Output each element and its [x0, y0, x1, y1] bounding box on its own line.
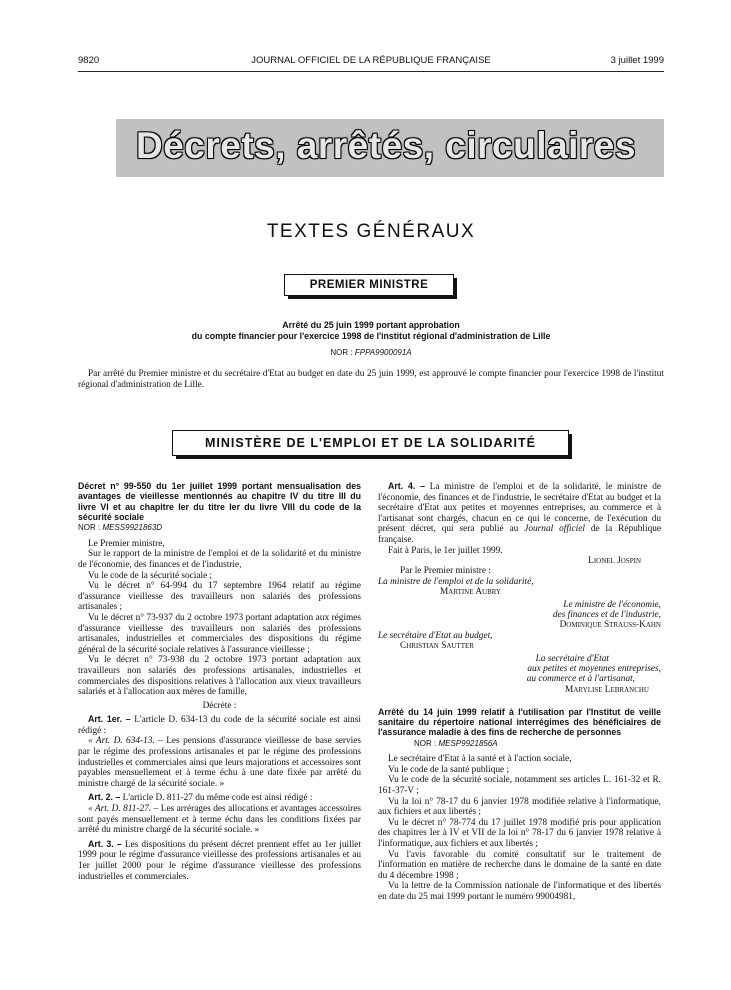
- art3-text: Les dispositions du présent décret prennent effet au 1er juillet 1999 pour le régime d'assurance vieillesse des professions artisanales et au 1er juillet 2000 pour le régime d'assurance vieillesse des professions industrielles et commerciales.: [78, 839, 361, 882]
- decret-p4: Vu le décret n° 64-994 du 17 septembre 1964 relatif au régime d'assurance vieillesse des travailleurs non salariés des professions artisanales ;: [78, 581, 361, 613]
- art2: [78, 792, 361, 804]
- art1-label: Art. 1er. –: [88, 714, 131, 725]
- arrete2-p1: Le secrétaire d'Etat à la santé et à l'action sociale,: [388, 754, 572, 765]
- fait-a-paris: Fait à Paris, le 1er juillet 1999.: [388, 545, 503, 556]
- right-column: [378, 481, 661, 903]
- art2-quote-label: « Art. D. 811-27.: [88, 804, 152, 815]
- min-emploi-title: La ministre de l'emploi et de la solidarité,: [378, 576, 534, 587]
- min-emploi-name: Martine Aubry: [440, 586, 502, 597]
- art2-text: L'article D. 811-27 du même code est ainsi rédigé :: [122, 793, 313, 804]
- ministry-heading-premier-ministre: PREMIER MINISTRE: [284, 274, 454, 296]
- art3: [78, 839, 361, 882]
- par-premier-ministre: Par le Premier ministre :: [400, 566, 491, 577]
- sig-premier-ministre: Lionel Jospin: [588, 556, 641, 567]
- art4-label: Art. 4. –: [388, 481, 426, 491]
- art4-text-b: de la République française.: [378, 524, 662, 545]
- decrete: Décrète :: [202, 700, 237, 711]
- art1-text: L'article D. 634-13 du code de la sécurité sociale est ainsi rédigé :: [78, 715, 361, 736]
- arrete2-nor: [378, 739, 661, 750]
- ministry-heading-emploi: MINISTÈRE DE L'EMPLOI ET DE LA SOLIDARITÉ: [172, 430, 569, 456]
- decret-p2: Sur le rapport de la ministre de l'emploi et de la solidarité et du ministre de l'économie, des finances et de l'industrie,: [78, 549, 361, 570]
- min-eco-name: Dominique Strauss-Kahn: [559, 620, 661, 631]
- nor-code: MESP9921856A: [438, 738, 498, 748]
- budget-title: Le secrétaire d'Etat au budget,: [378, 630, 493, 641]
- section-title: TEXTES GÉNÉRAUX: [266, 221, 476, 242]
- decret-p6: Vu le décret n° 73-938 du 2 octobre 1973 portant adaptation aux travailleurs non salariés des professions artisanales, industrielles et commerciales des dispositions relatives à l'allocation aux vieux travailleurs salariés et à l'allocation aux mères de famille,: [78, 655, 361, 698]
- decret-title: Décret n° 99-550 du 1er juillet 1999 portant mensualisation des avantages de vieillesse mentionnés au chapitre IV du titre III du livre VI et au chapitre Ier du titre Ier du livre VIII du code de la sécurité sociale: [78, 481, 361, 522]
- nor-code: FPPA9900091A: [354, 348, 412, 357]
- art2-label: Art. 2. –: [88, 792, 121, 803]
- arrete2-p5: Vu le décret n° 78-774 du 17 juillet 1978 modifié pris pour application des chapitres Ier à IV et VII de la loi n° 78-17 du 6 janvier 1978 relative à l'informatique, aux fichiers et aux libertés ;: [378, 817, 661, 850]
- issue-date: 3 juillet 1999: [610, 55, 664, 66]
- art1: [78, 714, 361, 736]
- arrete2-p6: Vu l'avis favorable du comité consultatif sur le traitement de l'information en matière de recherche dans le domaine de la santé en date du 4 décembre 1998 ;: [378, 849, 661, 881]
- art1-quote-label: « Art. D. 634-13.: [88, 736, 155, 747]
- min-eco-title1: Le ministre de l'économie,: [563, 599, 661, 610]
- arrete2-p7: Vu la lettre de la Commission nationale de l'informatique et des libertés en date du 25 mai 1999 portant le numéro 99004981,: [378, 881, 661, 902]
- arrete1-text: Par arrêté du Premier ministre et du secrétaire d'Etat au budget en date du 25 juin 1999, est approuvé le compte financier pour l'exercice 1998 de l'institut régional d'administration de Lille.: [78, 369, 664, 390]
- decret-p5: Vu le décret n° 73-937 du 2 octobre 1973 portant adaptation aux régimes d'assurance vieillesse des travailleurs non salariés des professions artisanales, industrielles et commerciales des dispositions du régime général de la sécurité sociale relatives à l'assurance vieillesse ;: [78, 612, 361, 655]
- art2-quote-text: – Les arrérages des allocations et avantages accessoires sont payés mensuellement et à terme échu dans les conditions fixées par arrêté du ministre chargé de la sécurité sociale. »: [78, 804, 361, 836]
- art3-label: Art. 3. –: [88, 838, 122, 849]
- art1-quote-text: – Les pensions d'assurance vieillesse de base servies par le régime des professions artisanales et par le régime des professions industrielles et commerciales ainsi que leurs majorations et accessoires sont payables mensuellement et à terme échu à une date fixée par arrêté du ministre chargé de la sécurité sociale. »: [78, 736, 362, 789]
- pme-name: Marylise Lebranchu: [565, 684, 649, 695]
- arrete1-nor: [78, 348, 664, 357]
- art1-quote: [78, 736, 361, 789]
- pme-title1: La secrétaire d'Etat: [535, 653, 609, 664]
- art4: [378, 481, 661, 546]
- nor-label: NOR :: [414, 738, 437, 748]
- arrete2-p4: Vu la loi n° 78-17 du 6 janvier 1978 modifiée relative à l'informatique, aux fichiers et aux libertés ;: [378, 796, 661, 818]
- running-header: [78, 55, 664, 69]
- arrete2-p2: Vu le code de la santé publique ;: [388, 764, 510, 775]
- section-banner: [116, 119, 664, 177]
- left-column: [78, 481, 361, 882]
- decret-p3: Vu le code de la sécurité sociale ;: [88, 570, 213, 581]
- banner-title: Décrets, arrêtés, circulaires: [136, 125, 636, 166]
- decret-p1: Le Premier ministre,: [88, 538, 165, 549]
- nor-label: NOR :: [330, 348, 353, 357]
- budget-name: Christian Sautter: [400, 640, 474, 651]
- arrete1-title-line2: du compte financier pour l'exercice 1998 de l'institut régional d'administration de Lille: [191, 331, 551, 341]
- arrete2-p3: Vu le code de la sécurité sociale, notamment ses articles L. 161-32 et R. 161-37-V ;: [378, 775, 661, 797]
- nor-code: MESS9921863D: [102, 523, 163, 533]
- art4-journal: Journal officiel: [524, 524, 585, 535]
- min-eco-title2: des finances et de l'industrie,: [552, 610, 661, 621]
- art4-text-a: La ministre de l'emploi et de la solidarité, le ministre de l'économie, des finances et de l'industrie, le secrétaire d'Etat au budget et la secrétaire d'Etat aux petites et moyennes entreprises, au commerce et à l'artisanat sont chargés, chacun en ce qui le concerne, de l'exécution du présent décret, qui sera publié au: [378, 482, 661, 535]
- arrete2-title: Arrêté du 14 juin 1999 relatif à l'utilisation par l'Institut de veille sanitaire du répertoire national interrégimes des bénéficiaires de l'assurance maladie à des fins de recherche de personnes: [378, 706, 661, 738]
- nor-label: NOR :: [78, 523, 101, 533]
- pme-title2: aux petites et moyennes entreprises,: [527, 664, 661, 675]
- journal-title: JOURNAL OFFICIEL DE LA RÉPUBLIQUE FRANÇAISE: [251, 55, 491, 66]
- arrete1-title: [78, 320, 664, 342]
- header-rule: [78, 71, 664, 72]
- pme-title3: au commerce et à l'artisanat,: [526, 674, 635, 685]
- page-number: 9820: [78, 55, 100, 66]
- art2-quote: [78, 804, 361, 836]
- decret-nor: [78, 523, 361, 534]
- arrete1-title-line1: Arrêté du 25 juin 1999 portant approbation: [282, 320, 460, 330]
